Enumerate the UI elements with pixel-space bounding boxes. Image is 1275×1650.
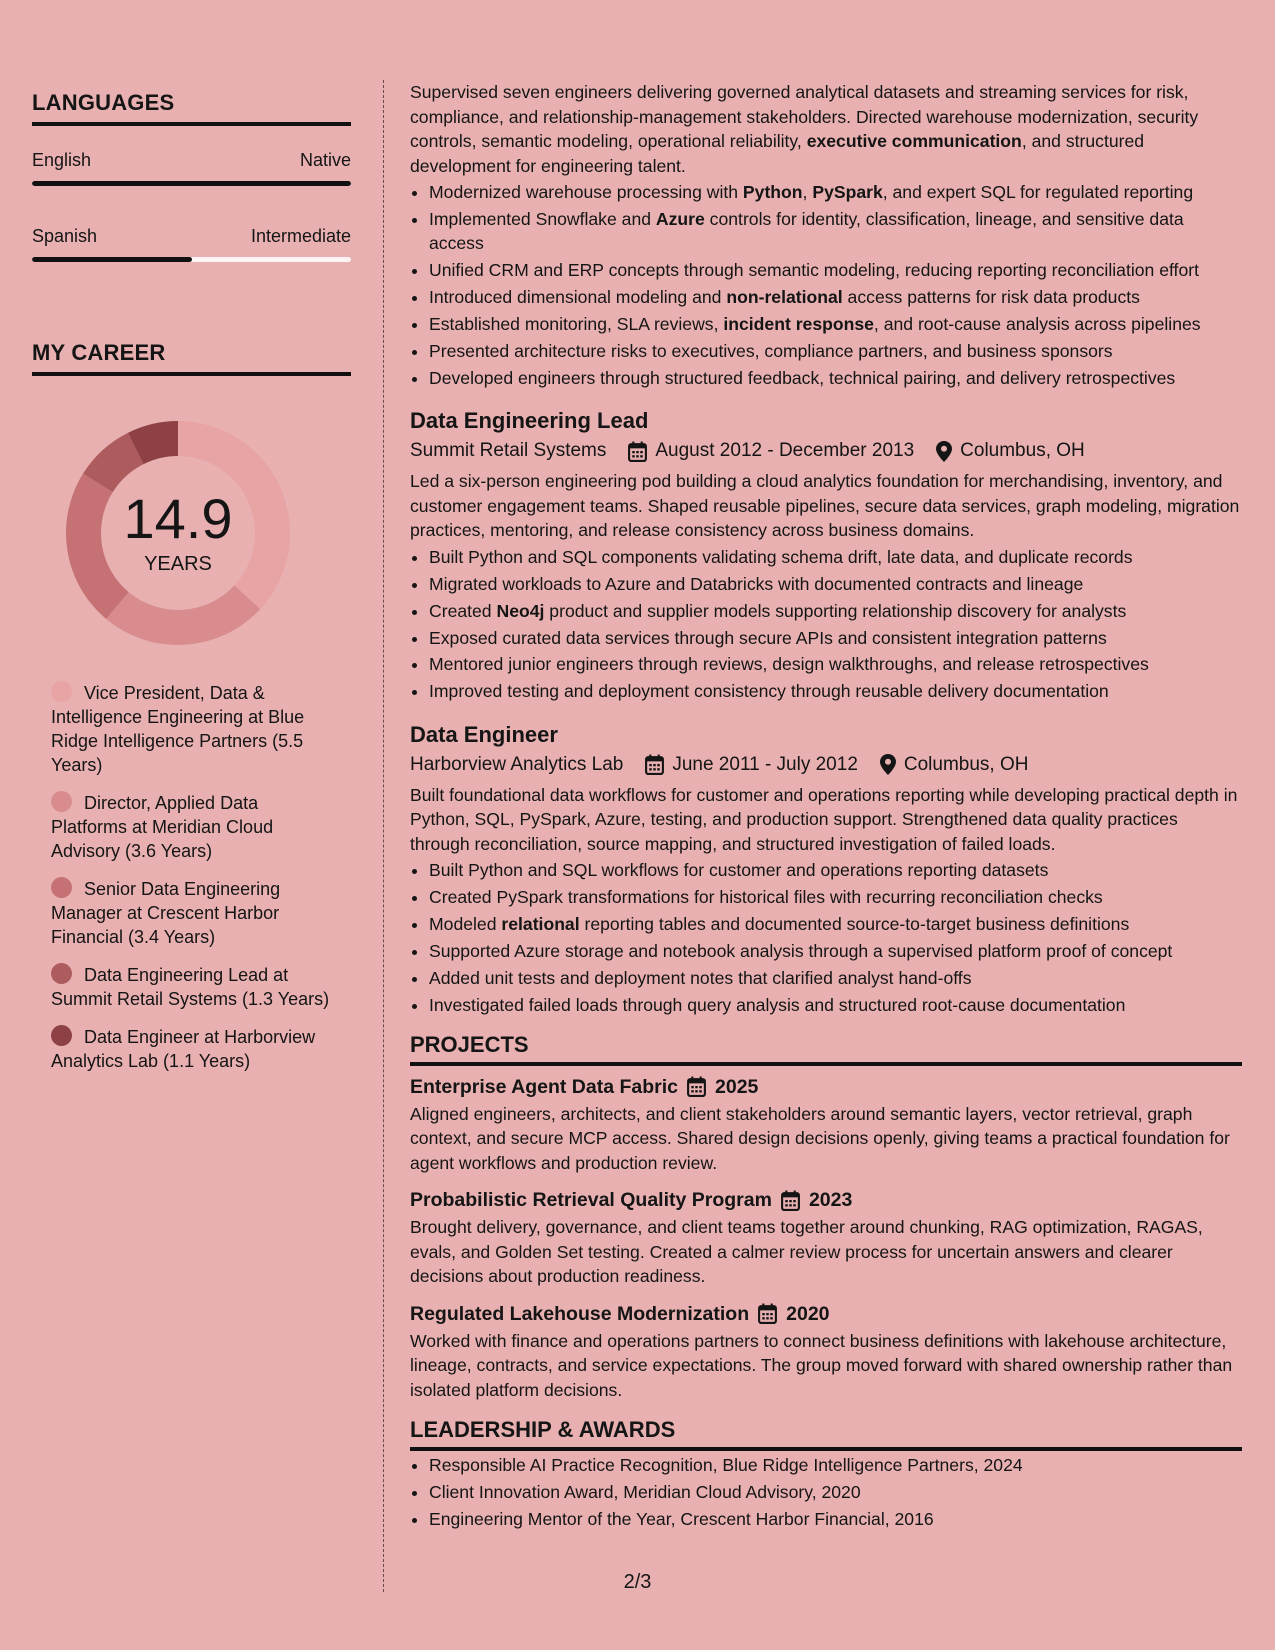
job-entry [410,406,1242,703]
bullet-item [429,939,1242,964]
job-company: Harborview Analytics Lab [410,753,624,775]
project-title [410,1072,1242,1102]
career-heading: MY CAREER [32,340,351,376]
text-run: Created PySpark transformations for historical files with recurring reconciliation checks [429,887,1103,908]
map-pin-icon [936,441,952,462]
language-proficiency-fill [32,181,351,186]
project-name: Enterprise Agent Data Fabric [410,1075,679,1098]
calendar-icon [628,441,647,462]
text-run: Improved testing and deployment consistency through reusable delivery documentation [429,681,1109,702]
legend-item [51,1025,331,1073]
text-run: Implemented Snowflake and [429,208,656,229]
job-meta [410,750,1242,780]
bold-keyword: PySpark [812,182,883,202]
job-dates: June 2011 - July 2012 [672,753,858,775]
bullet-item [429,679,1242,704]
project-year: 2023 [808,1189,853,1212]
bold-keyword: Neo4j [496,600,545,621]
legend-dot [51,791,72,812]
bullet-item [429,858,1242,883]
bullet-item [429,207,1242,256]
text-run: access patterns for risk data products [842,287,1140,308]
project-description: Worked with finance and operations partners to connect business definitions with lakehouse architecture, lineage, contracts, and service expectations. The group moved forward with shared ownership rather than isolated platform decisions. [410,1330,1233,1400]
bold-keyword: incident response [723,314,874,335]
language-name: English [32,150,92,170]
language-name: Spanish [32,226,98,246]
project-year: 2025 [715,1075,759,1098]
text-run: , and root-cause analysis across pipelines [873,314,1201,335]
calendar-icon [687,1076,706,1097]
legend-label: Director, Applied Data Platforms at Meridian Cloud Advisory (3.6 Years) [51,793,274,861]
calendar-icon [781,1190,800,1211]
text-run: Created [429,600,497,621]
bullet-item [429,258,1242,283]
text-run: Investigated failed loads through query analysis and structured root-cause documentation [429,994,1126,1015]
bullet-item [429,312,1242,337]
legend-dot [51,1025,72,1046]
bullet-item [429,572,1242,597]
legend-label: Data Engineer at Harborview Analytics Lab (1.1 Years) [51,1027,316,1071]
career-legend [51,681,331,1073]
job-meta [410,436,1242,466]
career-donut-chart [66,421,290,645]
bullet-item [429,912,1242,937]
job-title: Data Engineer [410,721,558,747]
sidebar [32,90,351,1087]
text-run: Introduced dimensional modeling and [429,287,727,308]
bold-keyword: relational [501,914,580,935]
bullet-item [429,966,1242,991]
language-spanish [32,226,351,262]
legend-label: Vice President, Data & Intelligence Engineering at Blue Ridge Intelligence Partners (5.5 Years) [51,683,305,775]
job-summary: Led a six-person engineering pod building a cloud analytics foundation for merchandising, inventory, and customer engagement teams. Shaped reusable pipelines, secure data services, graph modeling, migration practices, mentoring, and release consistency across business domains. [410,471,1240,541]
vp-summary [410,80,1242,178]
calendar-icon [628,441,647,462]
job-title: Data Engineering Lead [410,408,649,434]
language-proficiency-bar [32,257,351,262]
job-location: Columbus, OH [960,440,1085,462]
job-entry [410,720,1242,1017]
project-name: Regulated Lakehouse Modernization [410,1302,750,1325]
language-english [32,150,351,186]
legend-dot [51,877,72,898]
job-list [410,406,1242,1017]
text-run: Unified CRM and ERP concepts through semantic modeling, reducing reporting reconciliation effort [429,260,1199,281]
job-summary: Built foundational data workflows for customer and operations reporting while developing practical depth in Python, SQL, PySpark, Azure, testing, and production support. Strengthened data quality practices through reconciliation, source mapping, and structured investigation of failed loads. [410,784,1238,854]
bullet-item [429,180,1242,205]
text-run: Modernized warehouse processing with [429,182,743,202]
text-run: , and structured development for engineering talent. [410,131,1145,176]
text-run: Added unit tests and deployment notes that clarified analyst hand-offs [429,967,972,988]
project-name: Probabilistic Retrieval Quality Program [410,1189,772,1212]
language-level: Intermediate [250,226,351,246]
job-dates: August 2012 - December 2013 [655,440,915,462]
legend-item [51,791,331,863]
text-run: Modeled [429,914,502,935]
legend-item [51,963,331,1011]
bullet-item [429,626,1242,651]
bold-keyword: Azure [655,208,705,229]
bullet-item [429,993,1242,1018]
map-pin-icon [880,754,896,775]
text-run: , and expert SQL for regulated reporting [882,182,1194,202]
calendar-icon [758,1303,777,1324]
language-level: Native [299,150,351,170]
calendar-icon [645,754,664,775]
job-bullets [410,858,1242,1017]
legend-item [51,877,331,949]
bullet-item [429,885,1242,910]
text-run: reporting tables and documented source-to-target business definitions [579,914,1130,935]
bullet-item [429,599,1242,624]
award-item: • Client Innovation Award, Meridian Cloud Advisory, 2020 [429,1480,1242,1505]
text-run: , [802,182,813,202]
bullet-item [429,339,1242,364]
bold-keyword: non-relational [726,287,843,308]
text-run: Established monitoring, SLA reviews, [429,314,724,335]
legend-dot [51,681,72,702]
language-proficiency-fill [32,257,192,262]
calendar-icon [687,1076,706,1097]
project-description: Aligned engineers, architects, and client stakeholders around semantic layers, vector retrieval, graph context, and secure MCP access. Shared design decisions openly, giving teams a practical foundation for agent workflows and production review. [410,1103,1230,1173]
main-content [410,80,1242,1533]
project-description: Brought delivery, governance, and client teams together around chunking, RAG optimization, RAGAS, evals, and Golden Set testing. Created a calmer review process for uncertain answers and clearer decisions about production readiness. [410,1217,1203,1287]
legend-label: Senior Data Engineering Manager at Crescent Harbor Financial (3.4 Years) [51,879,281,947]
job-location: Columbus, OH [903,753,1029,775]
text-run: Mentored junior engineers through reviews, design walkthroughs, and release retrospectives [429,654,1149,675]
legend-label: Data Engineering Lead at Summit Retail Systems (1.3 Years) [51,965,330,1009]
text-run: Migrated workloads to Azure and Databricks with documented contracts and lineage [429,573,1084,594]
project-title [410,1185,1242,1215]
project-year: 2020 [786,1302,830,1325]
column-divider [383,80,384,1592]
award-item: • Responsible AI Practice Recognition, Blue Ridge Intelligence Partners, 2024 [429,1453,1242,1478]
bold-keyword: Python [742,182,803,202]
legend-item [51,681,331,777]
text-run: Supervised seven engineers delivering governed analytical datasets and streaming services for risk, compliance, and relationship-management stakeholders. Directed warehouse modernization, security controls, semantic modeling, operational reliability, [410,82,1199,151]
text-run: Presented architecture risks to executives, compliance partners, and business sponsors [429,340,1113,361]
bullet-item [429,285,1242,310]
text-run: Built Python and SQL components validating schema drift, late data, and duplicate records [429,546,1133,567]
project-title [410,1299,1242,1329]
award-item: • Engineering Mentor of the Year, Crescent Harbor Financial, 2016 [429,1507,1242,1532]
text-run: Supported Azure storage and notebook analysis through a supervised platform proof of concept [429,940,1173,961]
job-company: Summit Retail Systems [410,440,607,462]
career-total-years: 14.9 [123,486,233,550]
map-pin-icon [936,441,952,462]
bold-keyword: executive communication [806,131,1022,151]
language-proficiency-bar [32,181,351,186]
legend-dot [51,963,72,984]
calendar-icon [781,1190,800,1211]
project-list [410,1072,1242,1403]
text-run: product and supplier models supporting relationship discovery for analysts [544,600,1127,621]
text-run: Built Python and SQL workflows for customer and operations reporting datasets [429,860,1049,881]
page-number: 2/3 [623,1571,652,1593]
leadership-list [410,1453,1242,1531]
career-total-unit: YEARS [144,552,212,575]
projects-heading: PROJECTS [410,1033,1242,1066]
text-run: Developed engineers through structured feedback, technical pairing, and delivery retrospectives [429,367,1176,388]
bullet-item [429,545,1242,570]
languages-heading: LANGUAGES [32,90,351,126]
job-bullets [410,545,1242,704]
text-run: controls for identity, classification, lineage, and sensitive data access [429,208,1184,254]
map-pin-icon [880,754,896,775]
text-run: Exposed curated data services through secure APIs and consistent integration patterns [429,627,1107,648]
leadership-heading: LEADERSHIP & AWARDS [410,1418,1242,1451]
bullet-item [429,652,1242,677]
calendar-icon [758,1303,777,1324]
vp-bullets [410,180,1242,390]
calendar-icon [645,754,664,775]
bullet-item [429,366,1242,391]
